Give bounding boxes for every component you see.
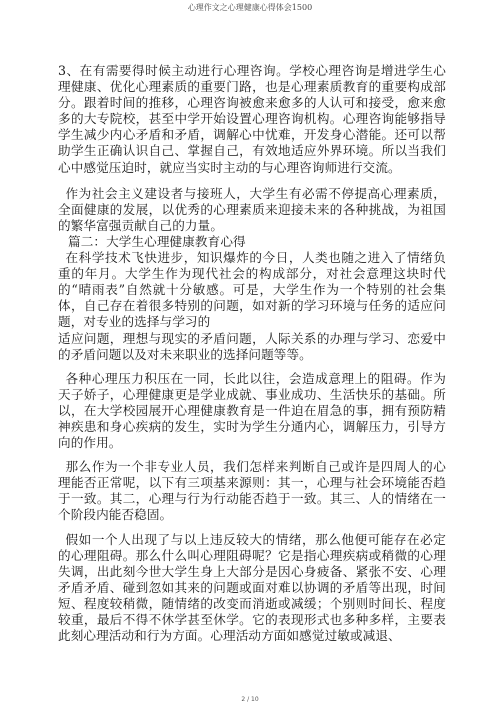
section-heading: 篇二：大学生心理健康教育心得 xyxy=(68,233,246,249)
paragraph-science-age: 在科学技术飞快进步，知识爆炸的今日，人类也随之进入了情绪负重的年月。大学生作为现代社会的构成部分，对社会意理这块时代的“晴雨表”自然就十分敏感。可是，大学生作为一个特别的社会集体，自己存在着很多特别的问题，如对新的学习环境与任务的适应问题，对专业的选择与学习的 xyxy=(58,250,446,330)
paragraph-obstacle: 假如一个人出现了与以上违反较大的情绪，那么他便可能存在必定的心理阻碍。那么什么叫心理阻碍呢？它是指心理疾病或稍微的心理失调，出此刻今世大学生身上大部分是因心身疲备、紧张不安、心理矛盾矛盾、碰到忽如其来的问题或面对难以协调的矛盾等出现，时间短、程度较稍微，随情绪的改变而消逝或减缓；个别则时间长、程度较重，最后不得不休学甚至休学。它的表现形式也多种多样，主要表此刻心理活动和行为方面。心理活动方面如感觉过敏或减退、 xyxy=(58,531,446,644)
page-number: 2 / 10 xyxy=(241,696,259,703)
paragraph-criteria: 那么作为一个非专业人员，我们怎样来判断自己或许是四周人的心理能否正常呢，以下有三项基来源则：其一，心理与社会环境能否趋于一致。其二，心理与行为行动能否趋于一致。其三、人的情绪在一个阶段内能否稳固。 xyxy=(58,459,446,523)
document-body xyxy=(58,63,446,644)
paragraph-adaptation: 适应问题，理想与现实的矛盾问题，人际关系的办理与学习、恋爱中的矛盾问题以及对未来职业的选择问题等等。 xyxy=(58,330,446,362)
paragraph-pressure: 各种心理压力积压在一同，长此以往，会造成意理上的阻碍。作为天子娇子，心理健康更是学业成就、事业成功、生活快乐的基础。所以，在大学校园展开心理健康教育是一件迫在眉急的事，拥有预防精神疾患和身心疾病的发生，实时为学生分通内心，调解压力，引导方向的作用。 xyxy=(58,370,446,451)
page-header-title: 心理作文之心理健康心得体会1500 xyxy=(187,3,313,12)
paragraph-builders: 作为社会主义建设者与接班人，大学生有必需不停提高心理素质，全面健康的发展，以优秀的心理素质来迎接未来的各种挑战，为祖国的繁华富强贡献自己的力量。 xyxy=(58,185,446,233)
paragraph-counseling: 3、在有需要得时候主动进行心理咨询。学校心理咨询是增进学生心理健康、优化心理素质的重要门路，也是心理素质教育的重要构成部分。跟着时间的推移，心理咨询被愈来愈多的人认可和接受，愈来愈多的大专院校，甚至中学开始设置心理咨询机构。心理咨询能够指导学生减少内心矛盾和矛盾，调解心中忧难，开发身心潜能。还可以帮助学生正确认识自己、掌握自己，有效地适应外界环境。所以当我们心中感觉压迫时，就应当实时主动的与心理咨询师进行交流。 xyxy=(58,63,446,175)
